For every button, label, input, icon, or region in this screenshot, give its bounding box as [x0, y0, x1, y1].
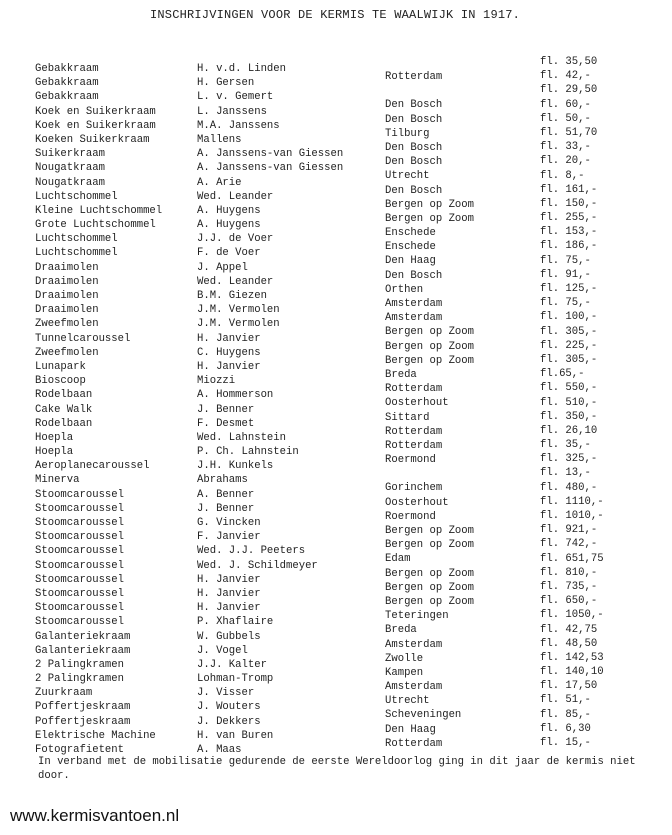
- amount-cell: fl. 305,-: [540, 353, 598, 366]
- city-cell: Utrecht: [385, 695, 430, 708]
- amount-cell: fl. 29,50: [540, 84, 598, 97]
- amount-cell: fl. 161,-: [540, 183, 598, 196]
- amount-cell: fl. 325,-: [540, 453, 598, 466]
- amount-cell: fl. 1110,-: [540, 495, 604, 508]
- city-cell: Den Haag: [385, 255, 436, 268]
- amount-cell: fl. 305,-: [540, 325, 598, 338]
- attraction-cell: Hoepla: [35, 431, 74, 444]
- exhibitor-cell: J. Dekkers: [197, 715, 261, 728]
- attraction-cell: Hoepla: [35, 446, 74, 459]
- city-cell: Bergen op Zoom: [385, 326, 475, 339]
- amount-cell: fl. 26,10: [540, 424, 598, 437]
- exhibitor-cell: Wed. Lahnstein: [197, 431, 287, 444]
- exhibitor-cell: P. Ch. Lahnstein: [197, 446, 299, 459]
- exhibitor-cell: W. Gubbels: [197, 630, 261, 643]
- exhibitor-cell: J.M. Vermolen: [197, 304, 280, 317]
- amount-cell: fl. 153,-: [540, 226, 598, 239]
- attraction-cell: Lunapark: [35, 360, 86, 373]
- exhibitor-cell: L. Janssens: [197, 105, 267, 118]
- attraction-cell: Zweefmolen: [35, 346, 99, 359]
- city-cell: Orthen: [385, 283, 424, 296]
- city-cell: Amsterdam: [385, 312, 443, 325]
- amount-cell: fl. 20,-: [540, 155, 591, 168]
- city-cell: Enschede: [385, 227, 436, 240]
- attraction-cell: Zweefmolen: [35, 318, 99, 331]
- amount-cell: fl. 921,-: [540, 524, 598, 537]
- attraction-cell: Gebakkraam: [35, 91, 99, 104]
- attraction-cell: Stoomcaroussel: [35, 502, 125, 515]
- exhibitor-cell: A. Huygens: [197, 204, 261, 217]
- amount-cell: fl. 51,-: [540, 694, 591, 707]
- amount-cell: fl. 85,-: [540, 708, 591, 721]
- city-cell: Bergen op Zoom: [385, 525, 475, 537]
- amount-cell: fl. 35,-: [540, 439, 591, 452]
- attraction-cell: Nougatkraam: [35, 162, 105, 175]
- attraction-cell: Draaimolen: [35, 261, 99, 274]
- attraction-cell: Bioscoop: [35, 375, 86, 388]
- exhibitor-cell: A. Janssens-van Giessen: [197, 148, 344, 161]
- attraction-cell: Koeken Suikerkraam: [35, 133, 150, 146]
- attraction-cell: Stoomcaroussel: [35, 587, 125, 600]
- attraction-cell: Draaimolen: [35, 290, 99, 302]
- source-watermark: www.kermisvantoen.nl: [10, 806, 180, 825]
- city-cell: Den Bosch: [385, 99, 443, 112]
- exhibitor-cell: A. Maas: [197, 744, 242, 756]
- amount-cell: fl. 255,-: [540, 212, 598, 225]
- city-cell: Rotterdam: [385, 425, 443, 438]
- city-cell: Breda: [385, 368, 417, 381]
- exhibitor-cell: J. Visser: [197, 687, 255, 700]
- amount-cell: fl. 140,10: [540, 666, 604, 679]
- city-cell: Den Bosch: [385, 113, 443, 126]
- attraction-cell: Rodelbaan: [35, 417, 93, 430]
- amount-cell: fl. 350,-: [540, 410, 598, 423]
- attraction-cell: Koek en Suikerkraam: [35, 119, 156, 132]
- attraction-cell: Galanteriekraam: [35, 644, 131, 657]
- exhibitor-cell: H. Janvier: [197, 587, 261, 600]
- amount-cell: fl. 13,-: [540, 467, 591, 480]
- attraction-cell: Poffertjeskraam: [35, 715, 131, 728]
- exhibitor-cell: F. Desmet: [197, 417, 255, 430]
- amount-cell: fl. 33,-: [540, 141, 591, 154]
- exhibitor-cell: Miozzi: [197, 375, 236, 388]
- exhibitor-cell: J. Appel: [197, 261, 248, 274]
- exhibitor-cell: M.A. Janssens: [197, 119, 280, 132]
- city-cell: Bergen op Zoom: [385, 354, 475, 367]
- amount-cell: fl. 510,-: [540, 396, 598, 409]
- city-cell: Den Bosch: [385, 269, 443, 282]
- city-cell: Rotterdam: [385, 439, 443, 452]
- city-cell: Roermond: [385, 454, 436, 467]
- amount-cell: fl. 1050,-: [540, 609, 604, 622]
- attraction-cell: Stoomcaroussel: [35, 531, 125, 544]
- attraction-cell: Rodelbaan: [35, 389, 93, 402]
- exhibitor-cell: H. van Buren: [197, 729, 274, 742]
- attraction-cell: Stoomcaroussel: [35, 488, 125, 501]
- amount-cell: fl. 735,-: [540, 580, 598, 593]
- amount-cell: fl. 75,-: [540, 254, 591, 267]
- exhibitor-cell: H. v.d. Linden: [197, 63, 287, 75]
- city-cell: Roermond: [385, 510, 436, 523]
- amount-cell: fl. 8,-: [540, 169, 585, 182]
- exhibitor-cell: Wed. Leander: [197, 190, 274, 203]
- exhibitor-cell: A. Huygens: [197, 219, 261, 232]
- exhibitor-cell: Wed. Leander: [197, 275, 274, 288]
- city-cell: Gorinchem: [385, 482, 443, 495]
- exhibitor-column: [197, 62, 367, 757]
- amount-cell: fl. 125,-: [540, 283, 598, 295]
- city-column: [385, 70, 520, 751]
- city-cell: Teteringen: [385, 610, 449, 623]
- amount-cell: fl. 142,53: [540, 651, 604, 664]
- exhibitor-cell: J.J. de Voer: [197, 233, 274, 246]
- attraction-cell: Draaimolen: [35, 304, 99, 317]
- footer-note: In verband met de mobilisatie gedurende de eerste Wereldoorlog ging in dit jaar de kermis niet door.: [38, 756, 636, 782]
- amount-cell: fl. 225,-: [540, 339, 598, 352]
- exhibitor-cell: F. Janvier: [197, 531, 261, 544]
- amount-cell: fl. 810,-: [540, 566, 598, 579]
- city-cell: Oosterhout: [385, 397, 449, 410]
- city-cell: Bergen op Zoom: [385, 567, 475, 580]
- exhibitor-cell: J.J. Kalter: [197, 658, 267, 671]
- exhibitor-cell: F. de Voer: [197, 247, 261, 260]
- city-cell: Bergen op Zoom: [385, 198, 475, 211]
- city-cell: Breda: [385, 624, 417, 637]
- amount-cell: fl. 60,-: [540, 98, 591, 111]
- attraction-cell: Aeroplanecaroussel: [35, 460, 150, 473]
- attraction-cell: Luchtschommel: [35, 190, 118, 203]
- exhibitor-cell: J. Benner: [197, 403, 255, 416]
- exhibitor-cell: B.M. Giezen: [197, 290, 267, 302]
- amount-cell: fl. 42,-: [540, 70, 591, 83]
- exhibitor-cell: A. Janssens-van Giessen: [197, 162, 344, 175]
- attraction-cell: Tunnelcaroussel: [35, 332, 131, 345]
- exhibitor-cell: H. Janvier: [197, 332, 261, 345]
- amount-column: [540, 55, 665, 750]
- attraction-cell: Draaimolen: [35, 275, 99, 288]
- attraction-cell: Gebakkraam: [35, 77, 99, 90]
- exhibitor-cell: H. Janvier: [197, 602, 261, 615]
- city-cell: Sittard: [385, 411, 430, 424]
- attraction-cell: Nougatkraam: [35, 176, 105, 189]
- exhibitor-cell: J.H. Kunkels: [197, 460, 274, 473]
- attraction-cell: Fotografietent: [35, 744, 125, 756]
- attraction-cell: 2 Palingkramen: [35, 673, 125, 686]
- exhibitor-cell: J.M. Vermolen: [197, 318, 280, 331]
- attraction-cell: Stoomcaroussel: [35, 616, 125, 629]
- city-cell: Scheveningen: [385, 709, 462, 722]
- attraction-cell: Elektrische Machine: [35, 729, 156, 742]
- exhibitor-cell: A. Benner: [197, 488, 255, 501]
- city-cell: Enschede: [385, 241, 436, 254]
- amount-cell: fl. 50,-: [540, 112, 591, 125]
- amount-cell: fl. 480,-: [540, 481, 598, 494]
- exhibitor-cell: L. v. Gemert: [197, 91, 274, 104]
- city-cell: Den Bosch: [385, 156, 443, 169]
- exhibitor-cell: H. Janvier: [197, 360, 261, 373]
- city-cell: Utrecht: [385, 170, 430, 183]
- amount-cell: fl. 651,75: [540, 552, 604, 565]
- city-cell: Zwolle: [385, 652, 424, 665]
- city-cell: Amsterdam: [385, 638, 443, 651]
- exhibitor-cell: Wed. J.J. Peeters: [197, 545, 306, 558]
- exhibitor-cell: G. Vincken: [197, 517, 261, 529]
- amount-cell: fl. 17,50: [540, 680, 598, 693]
- amount-cell: fl. 650,-: [540, 595, 598, 608]
- amount-cell: fl. 100,-: [540, 311, 598, 324]
- exhibitor-cell: Lohman-Tromp: [197, 673, 274, 686]
- city-cell: Bergen op Zoom: [385, 581, 475, 594]
- exhibitor-cell: A. Arie: [197, 176, 242, 189]
- exhibitor-cell: P. Xhaflaire: [197, 616, 274, 629]
- amount-cell: fl. 35,50: [540, 56, 598, 68]
- exhibitor-cell: H. Gersen: [197, 77, 255, 90]
- exhibitor-cell: Mallens: [197, 133, 242, 146]
- city-cell: Den Haag: [385, 723, 436, 736]
- city-cell: Kampen: [385, 666, 424, 679]
- city-cell: Bergen op Zoom: [385, 539, 475, 552]
- city-cell: [385, 84, 520, 98]
- attraction-cell: Minerva: [35, 474, 80, 487]
- attraction-cell: Gebakkraam: [35, 63, 99, 75]
- exhibitor-cell: J. Benner: [197, 502, 255, 515]
- attraction-column: [35, 62, 195, 757]
- exhibitor-cell: A. Hommerson: [197, 389, 274, 402]
- city-cell: Tilburg: [385, 127, 430, 140]
- attraction-cell: Koek en Suikerkraam: [35, 105, 156, 118]
- amount-cell: fl. 1010,-: [540, 510, 604, 522]
- city-cell: Bergen op Zoom: [385, 212, 475, 225]
- attraction-cell: Grote Luchtschommel: [35, 219, 156, 232]
- attraction-cell: Stoomcaroussel: [35, 517, 125, 529]
- city-cell: Den Bosch: [385, 184, 443, 197]
- attraction-cell: Kleine Luchtschommel: [35, 204, 163, 217]
- city-cell: Rotterdam: [385, 383, 443, 396]
- amount-cell: fl. 150,-: [540, 197, 598, 210]
- amount-cell: fl. 51,70: [540, 126, 598, 139]
- amount-cell: fl. 42,75: [540, 623, 598, 636]
- attraction-cell: Suikerkraam: [35, 148, 105, 161]
- city-cell: [385, 467, 520, 481]
- exhibitor-cell: J. Vogel: [197, 644, 248, 657]
- amount-cell: fl. 6,30: [540, 722, 591, 735]
- city-cell: Den Bosch: [385, 141, 443, 154]
- city-cell: Bergen op Zoom: [385, 340, 475, 353]
- city-cell: Amsterdam: [385, 681, 443, 694]
- attraction-cell: Luchtschommel: [35, 247, 118, 260]
- amount-cell: fl. 15,-: [540, 737, 591, 749]
- exhibitor-cell: J. Wouters: [197, 701, 261, 714]
- amount-cell: fl. 48,50: [540, 637, 598, 650]
- city-cell: Rotterdam: [385, 71, 443, 83]
- attraction-cell: Stoomcaroussel: [35, 545, 125, 558]
- exhibitor-cell: C. Huygens: [197, 346, 261, 359]
- amount-cell: fl. 186,-: [540, 240, 598, 253]
- attraction-cell: Galanteriekraam: [35, 630, 131, 643]
- attraction-cell: Stoomcaroussel: [35, 573, 125, 586]
- attraction-cell: Poffertjeskraam: [35, 701, 131, 714]
- attraction-cell: Zuurkraam: [35, 687, 93, 700]
- amount-cell: fl. 75,-: [540, 297, 591, 310]
- exhibitor-cell: Wed. J. Schildmeyer: [197, 559, 318, 572]
- city-cell: Bergen op Zoom: [385, 595, 475, 608]
- exhibitor-cell: H. Janvier: [197, 573, 261, 586]
- city-cell: Edam: [385, 553, 411, 566]
- city-cell: Rotterdam: [385, 737, 443, 750]
- amount-cell: fl. 91,-: [540, 268, 591, 281]
- document-title: INSCHRIJVINGEN VOOR DE KERMIS TE WAALWIJK IN 1917.: [150, 8, 521, 22]
- exhibitor-cell: Abrahams: [197, 474, 248, 487]
- attraction-cell: 2 Palingkramen: [35, 658, 125, 671]
- attraction-cell: Stoomcaroussel: [35, 559, 125, 572]
- amount-cell: fl. 742,-: [540, 538, 598, 551]
- amount-cell: fl.65,-: [540, 368, 585, 381]
- attraction-cell: Cake Walk: [35, 403, 93, 416]
- amount-cell: fl. 550,-: [540, 382, 598, 395]
- attraction-cell: Stoomcaroussel: [35, 602, 125, 615]
- attraction-cell: Luchtschommel: [35, 233, 118, 246]
- city-cell: Oosterhout: [385, 496, 449, 509]
- city-cell: Amsterdam: [385, 298, 443, 310]
